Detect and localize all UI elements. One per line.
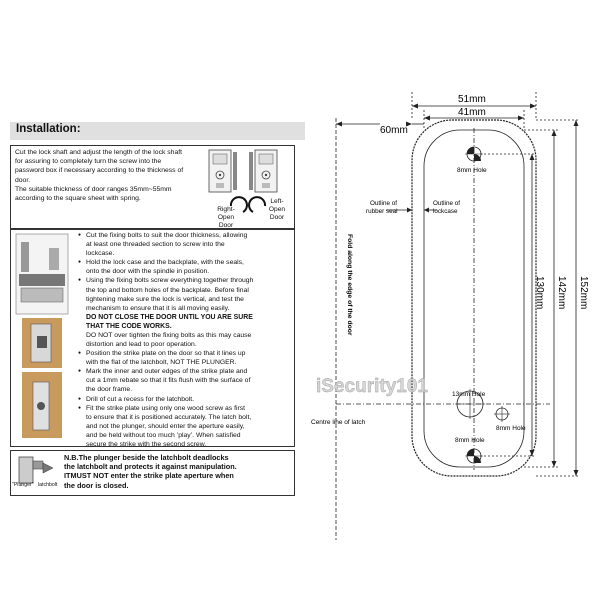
step-line: the door frame.	[86, 386, 133, 394]
step-line: and be held without too much ’play’. When satisfied	[86, 431, 241, 439]
seal-outline-label-2: rubber seal	[366, 208, 398, 215]
nb-line: ITMUST NOT enter the strike plate aperture when	[64, 471, 234, 481]
nb-line: the door is closed.	[64, 480, 129, 490]
step-line: Fit the strike plate using only one wood screw as first	[86, 404, 246, 412]
intro-line: door.	[15, 176, 31, 184]
dim-152-label: 152mm	[578, 276, 589, 310]
lockcase-outline-label-1: Outline of	[433, 200, 460, 207]
installation-title: Installation:	[16, 123, 81, 135]
dim-142-label: 142mm	[556, 276, 567, 310]
step-line: cut a 1mm rebate so that it fits flush with the surface of	[86, 377, 251, 385]
right-8mm-hole-label: 8mm Hole	[496, 425, 526, 432]
dim-41-label: 41mm	[458, 107, 486, 118]
left-open-label-line: Door	[269, 214, 285, 221]
step-line: tightening make sure the lock is vertical, and test the	[86, 295, 244, 303]
right-open-label-line: Door	[218, 222, 234, 229]
step-line: at least one threaded section to screw into the	[86, 241, 225, 249]
plunger-label: "Plunger"	[12, 482, 34, 488]
warning-line: DO NOT CLOSE THE DOOR UNTIL YOU ARE SURE	[86, 313, 253, 321]
bottom-8mm-hole-label: 8mm Hole	[455, 437, 485, 444]
13mm-hole-label: 13mm Hole	[452, 391, 486, 398]
latchbolt-label: latchbolt	[38, 482, 58, 488]
step-line: and not the plunger, should enter the aperture easily,	[86, 422, 245, 430]
seal-outline-label-1: Outline of	[370, 200, 397, 207]
intro-line: for assuring to completely turn the screw into the	[15, 158, 162, 166]
step-line: Using the fixing bolts screw everything together through	[86, 277, 254, 285]
step-line: Position the strike plate on the door so that it lines up	[86, 350, 246, 358]
left-open-label-line: Left-	[270, 198, 284, 205]
warning-line: THAT THE CODE WORKS.	[86, 322, 172, 330]
nb-line: N.B.The plunger beside the latchbolt deadlocks	[64, 453, 229, 462]
step-line: the top and bottom holes of the backplate. Before final	[86, 286, 249, 294]
after-warning-line: distortion and lead to poor operation.	[86, 340, 197, 348]
step-line: Hold the lock case and the backplate, with the seals,	[86, 259, 244, 267]
step-line: Cut the fixing bolts to suit the door thickness, allowing	[86, 232, 248, 239]
fold-label: Fold along the edge of the door	[346, 234, 353, 336]
step-line: secure the strike with the second screw.	[86, 440, 207, 448]
step-line: Drill of cut a recess for the latchbolt.	[86, 395, 195, 403]
intro-line: The suitable thickness of door ranges 35mm~55mm	[15, 185, 172, 193]
watermark: iSecurity101	[316, 376, 428, 397]
right-open-label-line: Right-Open	[217, 206, 235, 221]
step-line: mechanism to ensure that it is all moving easily.	[86, 304, 230, 312]
left-open-label-line: Open	[268, 206, 286, 213]
step-line: onto the door with the spindle in position.	[86, 268, 210, 276]
top-hole-label: 8mm Hole	[457, 167, 487, 174]
step-line: to ensure that it is positioned accurately. The latch bolt,	[86, 413, 252, 421]
step-line: with the flat of the latchbolt, NOT THE PLUNGER.	[86, 359, 237, 367]
intro-line: according to the square sheet with spring.	[15, 195, 141, 203]
lockcase-outline-label-2: lockcase	[433, 208, 458, 215]
dim-51-label: 51mm	[458, 94, 486, 105]
step-line: Mark the inner and outer edges of the strike plate and	[86, 368, 248, 376]
centre-line-label: Centre line of latch	[311, 419, 366, 426]
dim-60-label: 60mm	[380, 125, 408, 136]
nb-line: the latchbolt and protects it against manipulation.	[64, 462, 237, 472]
dim-130-label: 130mm	[534, 276, 545, 310]
intro-line: password box if necessary according to the thickness of	[15, 167, 184, 175]
step-line: lockcase.	[86, 250, 115, 258]
after-warning-line: DO NOT over tighten the fixing bolts as this may cause	[86, 331, 252, 339]
intro-line: Cut the lock shaft and adjust the length of the lock shaft	[15, 149, 183, 156]
